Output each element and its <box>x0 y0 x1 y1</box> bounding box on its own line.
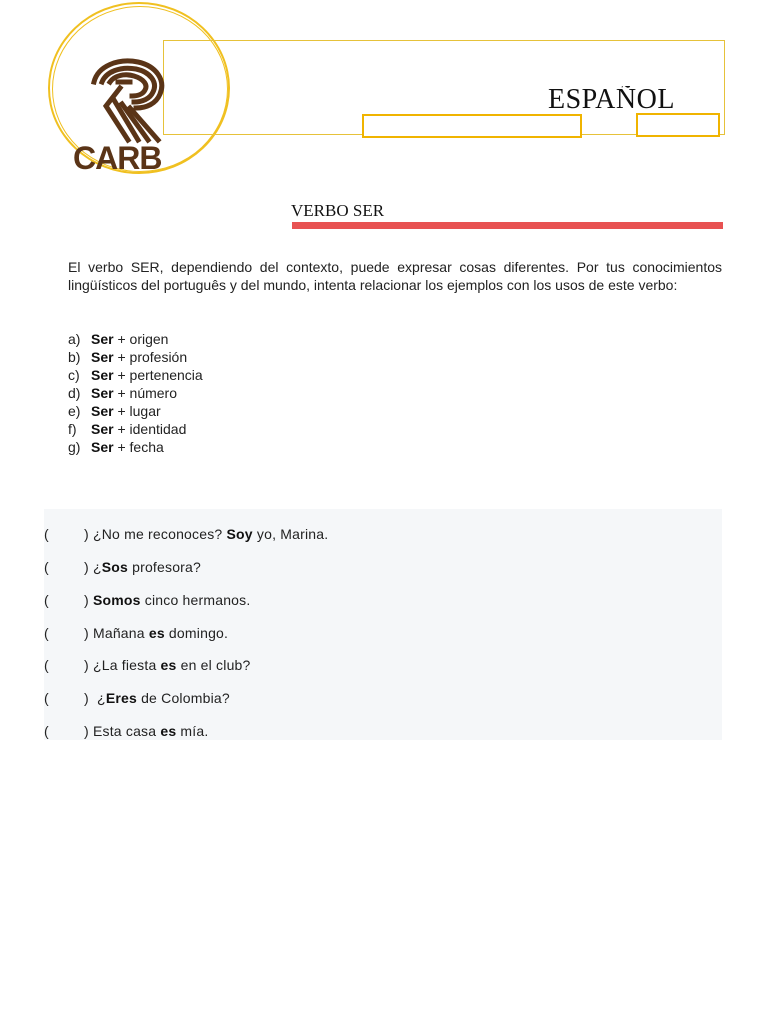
exercise-text: Mañana <box>88 625 149 641</box>
exercise-text: ¿No me reconoces? <box>88 526 227 542</box>
usage-letter: d) <box>68 385 81 401</box>
usage-item <box>68 348 203 366</box>
usage-meaning: + pertenencia <box>113 367 203 383</box>
usage-item <box>68 402 203 420</box>
usage-item <box>68 438 203 456</box>
exercise-verb: es <box>160 723 177 739</box>
usage-meaning: + fecha <box>113 439 164 455</box>
usage-meaning: + número <box>113 385 178 401</box>
usage-verb: Ser <box>91 421 114 437</box>
answer-blank-close: ) <box>84 559 89 575</box>
exercise-text: ¿La fiesta <box>88 657 161 673</box>
exercise-verb: Eres <box>105 690 137 706</box>
answer-blank-close: ) <box>84 690 89 706</box>
intro-paragraph: El verbo SER, dependiendo del contexto, puede expresar cosas diferentes. Por tus conocimientos lingüísticos del português y del mundo, intenta relacionar los ejemplos con los usos de este verbo: <box>68 259 722 293</box>
usage-letter: c) <box>68 367 80 383</box>
exercise-text: yo, Marina. <box>252 526 329 542</box>
section-title: VERBO SER <box>291 201 385 220</box>
usage-meaning: + lugar <box>113 403 161 419</box>
usage-letter: e) <box>68 403 81 419</box>
usage-verb: Ser <box>91 367 114 383</box>
exercise-text: ¿ <box>88 559 102 575</box>
answer-blank-open: ( <box>44 657 49 673</box>
usage-verb: Ser <box>91 331 114 347</box>
exercise-item <box>44 525 328 543</box>
exercise-text: Esta casa <box>88 723 161 739</box>
exercise-item <box>44 656 251 674</box>
answer-blank-open: ( <box>44 690 49 706</box>
usage-meaning: + origen <box>113 331 169 347</box>
usage-item <box>68 384 203 402</box>
exercise-verb: es <box>160 657 177 673</box>
usage-meaning: + profesión <box>113 349 188 365</box>
answer-blank-close: ) <box>84 723 89 739</box>
usage-item <box>68 330 203 348</box>
usage-verb: Ser <box>91 403 114 419</box>
answer-blank-open: ( <box>44 723 49 739</box>
exercise-text: en el club? <box>176 657 251 673</box>
header-tab-right <box>636 113 720 137</box>
usage-meaning: + identidad <box>113 421 187 437</box>
usage-letter: f) <box>68 421 77 437</box>
answer-blank-close: ) <box>84 657 89 673</box>
exercise-text: domingo. <box>164 625 229 641</box>
exercise-item <box>44 624 228 642</box>
exercise-text: de Colombia? <box>136 690 230 706</box>
usage-list <box>68 330 203 456</box>
exercise-verb: Sos <box>101 559 128 575</box>
answer-blank-close: ) <box>84 526 89 542</box>
usage-letter: g) <box>68 439 81 455</box>
exercise-text: ¿ <box>88 690 106 706</box>
answer-blank-open: ( <box>44 559 49 575</box>
usage-item <box>68 420 203 438</box>
answer-blank-close: ) <box>84 592 89 608</box>
answer-blank-open: ( <box>44 625 49 641</box>
usage-verb: Ser <box>91 439 114 455</box>
exercise-text: mía. <box>176 723 209 739</box>
usage-verb: Ser <box>91 349 114 365</box>
answer-blank-close: ) <box>84 625 89 641</box>
usage-letter: b) <box>68 349 81 365</box>
carb-logo-emblem <box>68 54 178 144</box>
exercise-item <box>44 558 201 576</box>
exercise-item <box>44 689 230 707</box>
exercise-verb: es <box>148 625 165 641</box>
exercise-item <box>44 591 250 609</box>
answer-blank-open: ( <box>44 592 49 608</box>
title-underline-bar <box>292 222 723 229</box>
exercise-verb: Somos <box>92 592 141 608</box>
exercise-text: cinco hermanos. <box>140 592 251 608</box>
logo-wordmark: CARB <box>73 140 162 176</box>
answer-blank-open: ( <box>44 526 49 542</box>
subject-title: ESPAÑOL <box>548 86 675 112</box>
exercise-item <box>44 722 208 740</box>
usage-verb: Ser <box>91 385 114 401</box>
exercise-verb: Soy <box>226 526 253 542</box>
exercise-text: profesora? <box>128 559 202 575</box>
usage-letter: a) <box>68 331 81 347</box>
header-tab-left <box>362 114 582 138</box>
usage-item <box>68 366 203 384</box>
